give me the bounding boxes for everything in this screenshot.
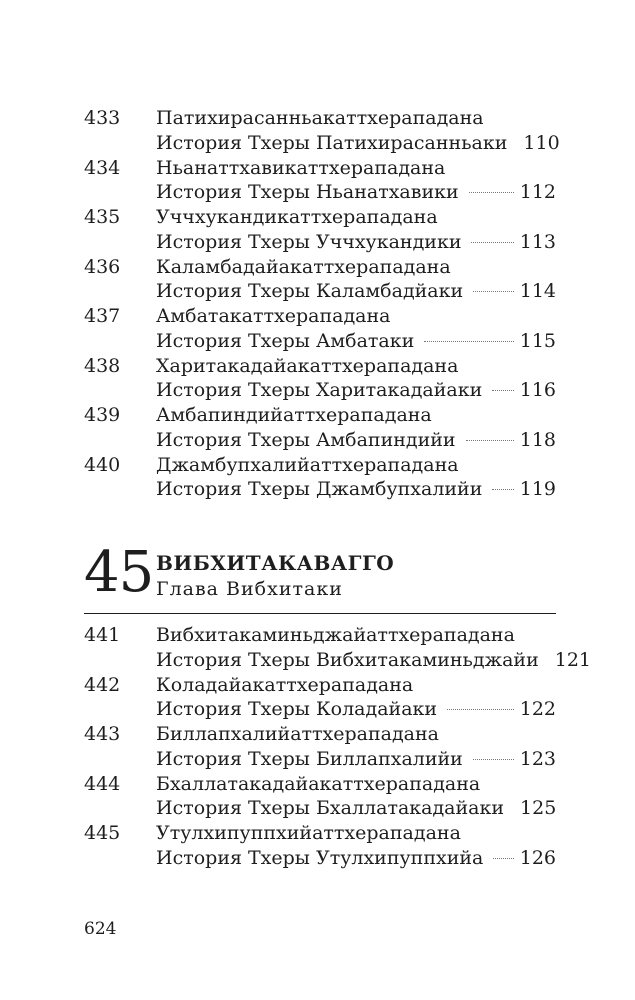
entry-story-title: История Тхеры Джамбупхалийи xyxy=(156,478,483,500)
dot-leader xyxy=(473,291,514,292)
entry-number: 440 xyxy=(84,453,121,476)
entry-page-number: 125 xyxy=(520,797,557,819)
toc-entry xyxy=(84,205,556,255)
dot-leader xyxy=(466,440,514,441)
entry-story-line xyxy=(156,796,556,821)
toc-section-top xyxy=(84,106,560,502)
entry-story-title: История Тхеры Амбапиндийи xyxy=(156,428,456,451)
entry-page-number: 119 xyxy=(519,478,556,500)
entry-page-number: 118 xyxy=(519,428,556,451)
entry-story-line xyxy=(156,180,556,205)
entry-story-line xyxy=(156,329,556,354)
entry-story-title: История Тхеры Утулхипуппхийа xyxy=(156,846,484,869)
dot-leader xyxy=(492,489,513,490)
entry-story-title: История Тхеры Биллапхалийи xyxy=(156,747,463,770)
entry-story-line xyxy=(156,378,556,403)
entry-story-line xyxy=(156,648,592,673)
dot-leader xyxy=(424,341,513,342)
entry-story-title: История Тхеры Бхаллатакадайаки xyxy=(156,797,505,819)
entry-page-number: 121 xyxy=(554,648,592,671)
entry-number: 445 xyxy=(84,822,121,844)
chapter-subtitle: Глава Вибхитаки xyxy=(156,578,343,600)
entry-number: 435 xyxy=(84,206,121,228)
entry-story-title: История Тхеры Патихирасанньаки xyxy=(156,131,508,154)
entry-pali-title: Биллапхалийаттхерападана xyxy=(156,723,440,745)
entry-number: 433 xyxy=(84,107,121,129)
toc-entry xyxy=(84,106,560,156)
entry-story-line xyxy=(156,279,556,304)
dot-leader xyxy=(469,192,514,193)
entry-number: 436 xyxy=(84,255,121,278)
toc-entry xyxy=(84,623,592,673)
dot-leader xyxy=(473,759,514,760)
toc-entry xyxy=(84,673,556,723)
entry-page-number: 112 xyxy=(519,181,556,203)
entry-number: 434 xyxy=(84,156,121,179)
entry-story-line xyxy=(156,846,556,871)
entry-page-number: 113 xyxy=(519,230,556,253)
entry-pali-title: Бхаллатакадайакаттхерападана xyxy=(156,772,481,795)
entry-story-line xyxy=(156,230,556,255)
entry-page-number: 122 xyxy=(519,698,556,720)
toc-entry xyxy=(84,821,556,871)
entry-number: 437 xyxy=(84,305,121,327)
entry-story-line xyxy=(156,428,556,453)
chapter-number: 45 xyxy=(84,540,154,605)
entry-number: 444 xyxy=(84,772,121,795)
entry-number: 439 xyxy=(84,404,121,426)
entry-pali-title: Амбатакаттхерападана xyxy=(156,305,391,327)
entry-pali-title: Уччхукандикаттхерападана xyxy=(156,206,438,228)
page-number: 624 xyxy=(84,919,117,939)
toc-entry xyxy=(84,354,556,404)
dot-leader xyxy=(447,709,514,710)
toc-section-bottom xyxy=(84,623,592,871)
entry-story-title: История Тхеры Амбатаки xyxy=(156,329,415,352)
entry-pali-title: Харитакадайакаттхерападана xyxy=(156,354,459,377)
entry-pali-title: Амбапиндийаттхерападана xyxy=(156,404,432,426)
toc-entry xyxy=(84,722,556,772)
entry-story-title: История Тхеры Ньанатхавики xyxy=(156,181,459,203)
entry-page-number: 116 xyxy=(519,379,556,401)
toc-entry xyxy=(84,453,556,503)
entry-pali-title: Патихирасанньакаттхерападана xyxy=(156,107,484,129)
toc-entry xyxy=(84,304,556,354)
entry-number: 442 xyxy=(84,673,121,696)
dot-leader xyxy=(493,858,513,859)
entry-number: 441 xyxy=(84,624,121,646)
toc-entry xyxy=(84,772,556,822)
entry-story-title: История Тхеры Уччхукандики xyxy=(156,230,462,253)
entry-page-number: 110 xyxy=(523,131,560,154)
entry-story-title: История Тхеры Вибхитакаминьджайи xyxy=(156,648,539,671)
entry-story-line xyxy=(156,477,556,502)
entry-story-title: История Тхеры Харитакадайаки xyxy=(156,379,483,401)
entry-pali-title: Джамбупхалийаттхерападана xyxy=(156,453,459,476)
entry-story-line xyxy=(156,697,556,722)
entry-pali-title: Ньанаттхавикаттхерападана xyxy=(156,156,446,179)
toc-entry xyxy=(84,255,556,305)
entry-page-number: 126 xyxy=(519,846,556,869)
dot-leader xyxy=(492,390,513,391)
entry-page-number: 123 xyxy=(519,747,556,770)
entry-page-number: 115 xyxy=(519,329,556,352)
chapter-heading xyxy=(84,540,556,614)
entry-number: 443 xyxy=(84,723,121,745)
entry-pali-title: Утулхипуппхийаттхерападана xyxy=(156,822,461,844)
entry-story-title: История Тхеры Каламбадйаки xyxy=(156,280,464,302)
entry-story-title: История Тхеры Коладайаки xyxy=(156,698,438,720)
entry-pali-title: Коладайакаттхерападана xyxy=(156,673,414,696)
chapter-title: ВИБХИТАКАВАГГО xyxy=(156,551,395,575)
toc-entry xyxy=(84,156,556,206)
entry-story-line xyxy=(156,747,556,772)
entry-number: 438 xyxy=(84,354,121,377)
entry-page-number: 114 xyxy=(519,280,556,302)
toc-entry xyxy=(84,403,556,453)
entry-pali-title: Вибхитакаминьджайаттхерападана xyxy=(156,624,515,646)
entry-story-line xyxy=(156,131,560,156)
entry-pali-title: Каламбадайакаттхерападана xyxy=(156,255,451,278)
dot-leader xyxy=(471,242,513,243)
